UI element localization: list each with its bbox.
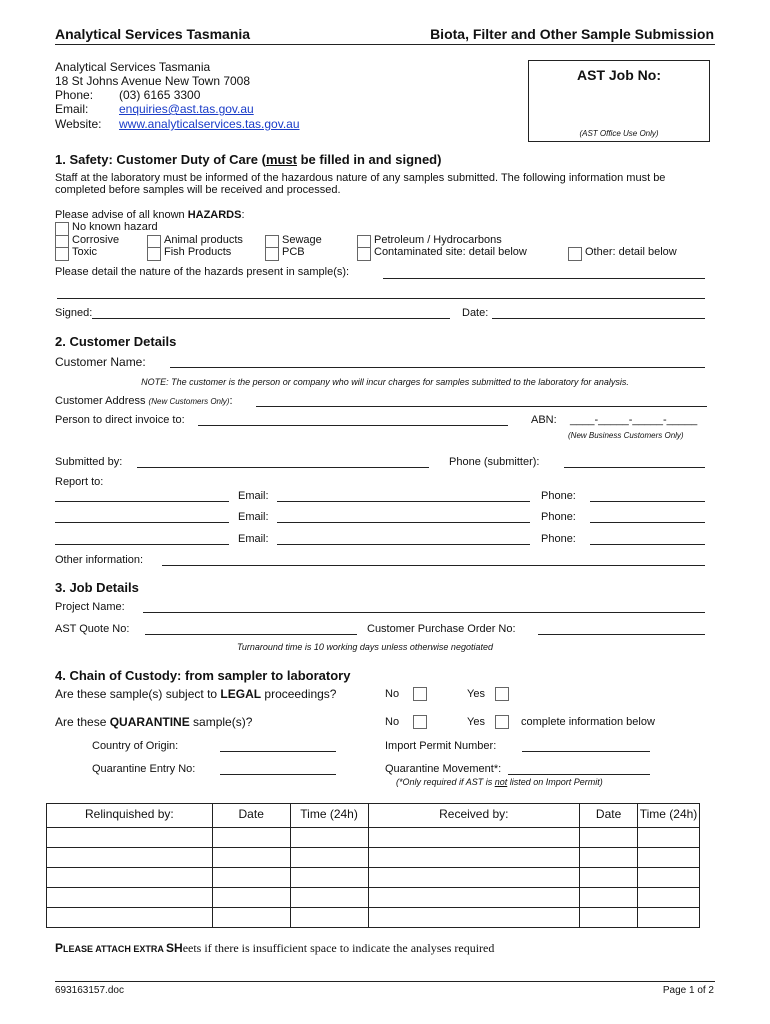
quarantine-yes-checkbox[interactable] (495, 715, 509, 729)
date-label: Date: (462, 307, 489, 319)
report-to-label: Report to: (55, 476, 104, 488)
header-rule (55, 44, 715, 45)
hazard-none-label: No known hazard (72, 221, 158, 233)
table-cell[interactable] (212, 848, 290, 868)
report-phone-label-2: Phone: (541, 511, 576, 523)
hazards-prompt: Please advise of all known HAZARDS: (55, 209, 245, 221)
legal-no-label: No (385, 688, 400, 700)
quarantine-movement-field[interactable] (508, 774, 650, 775)
legal-yes-checkbox[interactable] (495, 687, 509, 701)
hazard-pcb-checkbox[interactable] (265, 247, 279, 261)
table-cell[interactable] (368, 848, 580, 868)
table-cell[interactable] (290, 888, 368, 908)
table-cell[interactable] (212, 828, 290, 848)
abn-note: (New Business Customers Only) (568, 431, 684, 440)
footer-doc-name: 693163157.doc (55, 985, 124, 996)
hazard-detail-field[interactable] (383, 278, 705, 279)
table-cell[interactable] (580, 908, 638, 928)
table-cell[interactable] (580, 868, 638, 888)
table-row (47, 828, 700, 848)
hazard-detail-field-2[interactable] (57, 298, 705, 299)
table-cell[interactable] (638, 828, 700, 848)
other-info-field[interactable] (162, 565, 705, 566)
report-to-name-1[interactable] (55, 501, 229, 502)
report-phone-field-2[interactable] (590, 522, 705, 523)
hazard-other-checkbox[interactable] (568, 247, 582, 261)
report-email-field-3[interactable] (277, 544, 530, 545)
other-info-label: Other information: (55, 554, 144, 566)
table-row (47, 848, 700, 868)
hazard-toxic-checkbox[interactable] (55, 247, 69, 261)
report-phone-field-3[interactable] (590, 544, 705, 545)
contact-name: Analytical Services Tasmania (55, 60, 211, 74)
table-cell[interactable] (368, 828, 580, 848)
hazard-pcb-label: PCB (282, 246, 305, 258)
hazard-other-label: Other: detail below (585, 246, 677, 258)
hazard-toxic-label: Toxic (72, 246, 98, 258)
quarantine-no-checkbox[interactable] (413, 715, 427, 729)
table-cell[interactable] (290, 848, 368, 868)
report-email-field-1[interactable] (277, 501, 530, 502)
report-email-field-2[interactable] (277, 522, 530, 523)
table-cell[interactable] (580, 848, 638, 868)
country-origin-field[interactable] (220, 751, 336, 752)
quarantine-yes-label: Yes (467, 716, 485, 728)
project-name-label: Project Name: (55, 601, 125, 613)
hazard-corrosive-label: Corrosive (72, 234, 120, 246)
country-origin-label: Country of Origin: (92, 740, 179, 752)
col-relinquished-by: Relinquished by: (47, 804, 213, 828)
section-1-intro-line-1: Staff at the laboratory must be informed of the hazardous nature of any samples submitted. The following information must be (55, 172, 666, 184)
contact-email-link[interactable]: enquiries@ast.tas.gov.au (119, 102, 254, 116)
hazard-petroleum-label: Petroleum / Hydrocarbons (374, 234, 502, 246)
submitted-by-field[interactable] (137, 467, 429, 468)
signed-field[interactable] (92, 318, 450, 319)
quarantine-movement-label: Quarantine Movement*: (385, 763, 502, 775)
section-3-title: 3. Job Details (55, 580, 139, 595)
section-1-intro-line-2: completed before samples will be received and processed. (55, 184, 341, 196)
report-phone-label-3: Phone: (541, 533, 576, 545)
submitted-by-label: Submitted by: (55, 456, 123, 468)
contact-website-label: Website: (55, 117, 102, 131)
table-cell[interactable] (368, 888, 580, 908)
quarantine-question: Are these QUARANTINE sample(s)? (55, 715, 253, 729)
quarantine-entry-label: Quarantine Entry No: (92, 763, 196, 775)
table-cell[interactable] (638, 908, 700, 928)
table-cell[interactable] (212, 868, 290, 888)
ast-job-note: (AST Office Use Only) (579, 129, 659, 138)
hazard-fish-label: Fish Products (164, 246, 232, 258)
table-cell[interactable] (638, 848, 700, 868)
org-title: Analytical Services Tasmania (55, 26, 251, 42)
table-cell[interactable] (47, 828, 213, 848)
hazard-fish-checkbox[interactable] (147, 247, 161, 261)
contact-phone: (03) 6165 3300 (119, 88, 201, 102)
col-date-2: Date (580, 804, 638, 828)
customer-name-field[interactable] (170, 367, 705, 368)
abn-field[interactable]: ____-_____-_____-_____ (570, 414, 698, 426)
report-to-name-3[interactable] (55, 544, 229, 545)
contact-phone-label: Phone: (55, 88, 94, 102)
legal-no-checkbox[interactable] (413, 687, 427, 701)
footer-page-number: Page 1 of 2 (662, 985, 714, 996)
report-email-label-2: Email: (238, 511, 269, 523)
hazard-sewage-label: Sewage (282, 234, 322, 246)
legal-question: Are these sample(s) subject to LEGAL proceedings? (55, 687, 337, 701)
quote-no-field[interactable] (145, 634, 357, 635)
table-cell[interactable] (638, 868, 700, 888)
table-cell[interactable] (212, 888, 290, 908)
contact-website-link[interactable]: www.analyticalservices.tas.gov.au (119, 117, 300, 131)
hazard-contaminated-label: Contaminated site: detail below (374, 246, 527, 258)
report-email-label-1: Email: (238, 490, 269, 502)
table-cell[interactable] (47, 888, 213, 908)
po-no-label: Customer Purchase Order No: (367, 623, 516, 635)
signed-label: Signed: (55, 307, 93, 319)
invoice-label: Person to direct invoice to: (55, 414, 185, 426)
import-permit-field[interactable] (522, 751, 650, 752)
quarantine-complete-note: complete information below (521, 716, 655, 728)
import-permit-label: Import Permit Number: (385, 740, 497, 752)
ast-job-label: AST Job No: (577, 67, 661, 83)
table-cell[interactable] (368, 908, 580, 928)
table-header-row (47, 804, 700, 828)
table-cell[interactable] (290, 908, 368, 928)
project-name-field[interactable] (143, 612, 705, 613)
col-time-2: Time (24h) (638, 804, 700, 828)
hazard-detail-label: Please detail the nature of the hazards present in sample(s): (55, 266, 350, 278)
section-2-title: 2. Customer Details (55, 334, 177, 349)
table-cell[interactable] (290, 868, 368, 888)
table-cell[interactable] (47, 908, 213, 928)
table-cell[interactable] (580, 888, 638, 908)
legal-yes-label: Yes (467, 688, 485, 700)
phone-submitter-label: Phone (submitter): (449, 456, 540, 468)
customer-name-label: Customer Name: (55, 355, 146, 369)
section-1-title: 1. Safety: Customer Duty of Care (must be filled in and signed) (55, 152, 442, 167)
permit-footnote: (*Only required if AST is not listed on Import Permit) (396, 777, 603, 787)
quote-no-label: AST Quote No: (55, 623, 130, 635)
contact-address: 18 St Johns Avenue New Town 7008 (55, 74, 251, 88)
attach-sheets-note: PLEASE ATTACH EXTRA SHeets if there is insufficient space to indicate the analyses required (55, 941, 495, 955)
col-received-by: Received by: (368, 804, 580, 828)
table-row (47, 888, 700, 908)
phone-submitter-field[interactable] (564, 467, 705, 468)
table-cell[interactable] (638, 888, 700, 908)
customer-address-field[interactable] (256, 406, 707, 407)
date-field[interactable] (492, 318, 705, 319)
table-cell[interactable] (212, 908, 290, 928)
customer-address-label: Customer Address (New Customers Only): (55, 395, 233, 407)
table-row (47, 908, 700, 928)
report-to-name-2[interactable] (55, 522, 229, 523)
col-date-1: Date (212, 804, 290, 828)
abn-label: ABN: (531, 414, 557, 426)
section-4-title: 4. Chain of Custody: from sampler to laboratory (55, 668, 351, 683)
hazard-animal-label: Animal products (164, 234, 243, 246)
table-cell[interactable] (368, 868, 580, 888)
footer-rule (55, 981, 715, 982)
col-time-1: Time (24h) (290, 804, 368, 828)
report-phone-field-1[interactable] (590, 501, 705, 502)
ast-job-box (528, 60, 710, 142)
table-cell[interactable] (47, 868, 213, 888)
table-cell[interactable] (580, 828, 638, 848)
hazard-contaminated-checkbox[interactable] (357, 247, 371, 261)
report-email-label-3: Email: (238, 533, 269, 545)
hazard-none-checkbox[interactable] (55, 222, 69, 236)
report-phone-label-1: Phone: (541, 490, 576, 502)
chain-of-custody-table (46, 803, 700, 928)
table-cell[interactable] (47, 848, 213, 868)
contact-email-label: Email: (55, 102, 89, 116)
quarantine-no-label: No (385, 716, 400, 728)
table-row (47, 868, 700, 888)
form-title: Biota, Filter and Other Sample Submission (430, 26, 714, 42)
invoice-field[interactable] (198, 425, 508, 426)
turnaround-note: Turnaround time is 10 working days unless otherwise negotiated (237, 642, 493, 652)
quarantine-entry-field[interactable] (220, 774, 336, 775)
customer-note: NOTE: The customer is the person or company who will incur charges for samples submitted to the laboratory for analysis. (141, 377, 629, 387)
table-cell[interactable] (290, 828, 368, 848)
po-no-field[interactable] (538, 634, 705, 635)
